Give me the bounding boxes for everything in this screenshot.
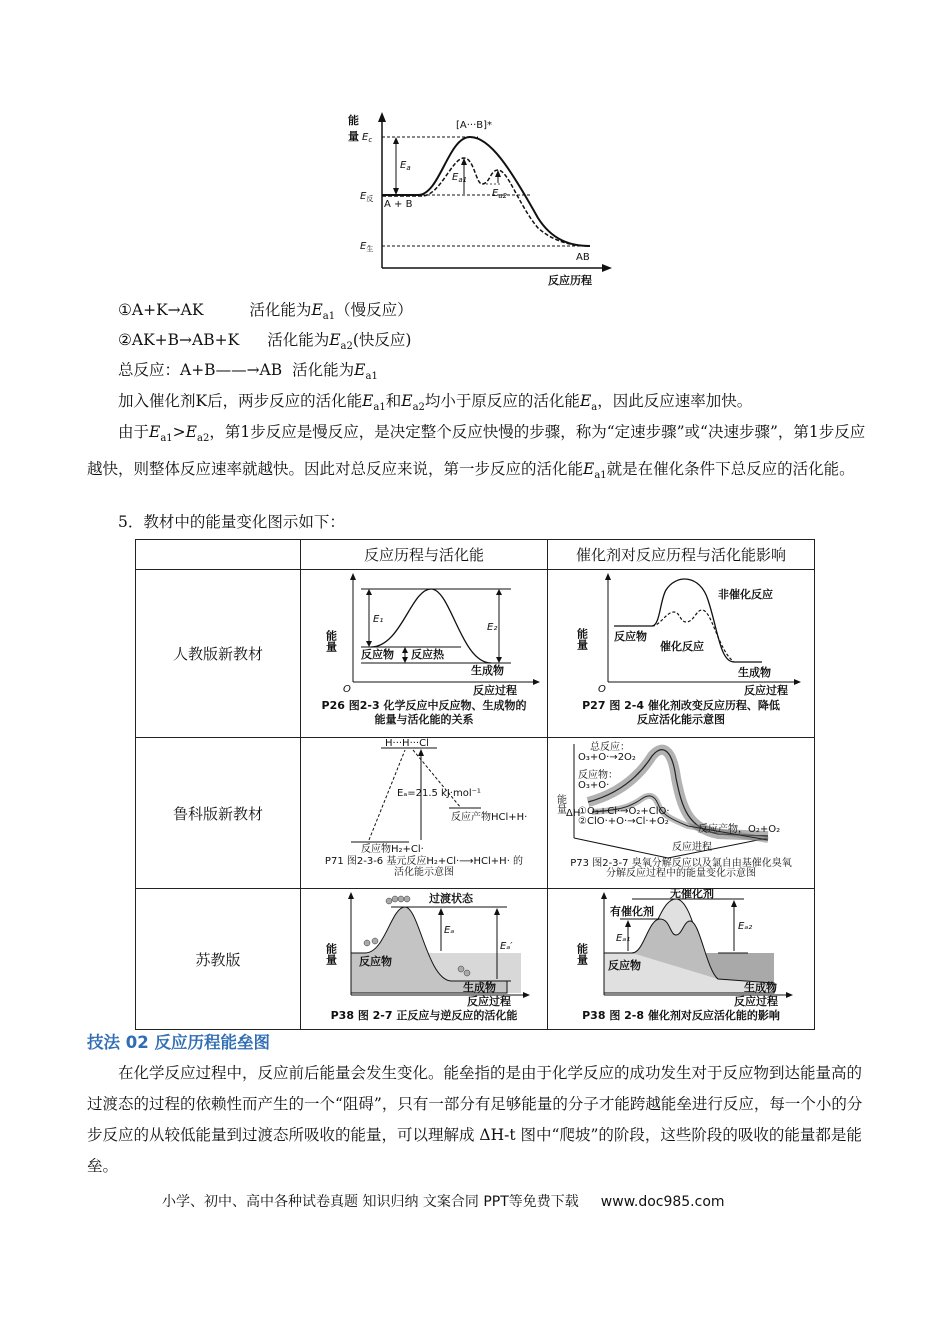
cell-lk-fig1	[301, 738, 548, 889]
step1-line: ①A+K→AK 活化能为$E_{a1}$（慢反应）	[118, 301, 413, 323]
svg-text:Eₐ′: Eₐ′	[500, 941, 513, 952]
table-header-col1: 反应历程与活化能	[301, 540, 548, 570]
cell-lk-fig2	[548, 738, 815, 889]
svg-text:Eₐ₁: Eₐ₁	[616, 933, 631, 944]
energy-diagram-top	[340, 108, 620, 290]
svg-text:E生: $E_生$	[360, 241, 374, 253]
svg-text:E₁: E₁	[373, 614, 384, 625]
y-axis-label: 能	[348, 114, 359, 127]
cell-sj-fig1	[301, 889, 548, 1030]
svg-text:H···H···Cl: H···H···Cl	[385, 738, 429, 749]
svg-text:反应物: 反应物	[608, 959, 641, 972]
svg-text:能量: 能量	[324, 943, 338, 965]
svg-text:量: 量	[348, 130, 359, 143]
svg-text:反应产物HCl+H·: 反应产物HCl+H·	[451, 812, 528, 823]
paragraph-rate-step: 由于$E_{a1}>E_{a2}$，第1步反应是慢反应，是决定整个反应快慢的步骤，称为“定速步骤”或“决速步骤”，第1步反应越快，则整体反应速率就越快。因此对总反应来说，第一步反应的活化能$E_{a1}$就是在催化条件下总反应的活化能。	[87, 423, 866, 482]
svg-text:生成物: 生成物	[744, 981, 777, 994]
svg-text:总反应：: 总反应：	[590, 742, 630, 753]
svg-text:P38 图 2-8 催化剂对反应活化能的影响: P38 图 2-8 催化剂对反应活化能的影响	[582, 1009, 780, 1022]
svg-text:反应物H₂+Cl·: 反应物H₂+Cl·	[361, 844, 424, 855]
total-reaction-line: 总反应：A+B——→AB 活化能为$E_{a1}$	[118, 361, 378, 383]
svg-text:反应过程: 反应过程	[473, 684, 517, 697]
svg-text:能量: 能量	[575, 943, 589, 965]
svg-text:P27 图 2-4 催化剂改变反应历程、降低: P27 图 2-4 催化剂改变反应历程、降低	[582, 699, 780, 712]
svg-text:非催化反应: 非催化反应	[718, 588, 773, 601]
svg-text:②ClO·+O·→Cl·+O₂: ②ClO·+O·→Cl·+O₂	[578, 816, 669, 827]
svg-text:Ec: $E_c$	[362, 132, 373, 144]
fig-pep-catalyst	[548, 570, 814, 733]
footer-site-link[interactable]: www.doc985.com	[600, 1194, 725, 1210]
svg-text:反应产物，O₂+O₂: 反应产物，O₂+O₂	[698, 824, 781, 835]
svg-text:生成物: 生成物	[463, 981, 496, 994]
svg-text:O₃+O·: O₃+O·	[578, 780, 610, 791]
svg-text:Eₐ₂: Eₐ₂	[738, 921, 753, 932]
svg-text:能量: 能量	[324, 630, 338, 652]
svg-text:ΔH: ΔH	[566, 808, 581, 819]
fig-sj-catalyst	[548, 889, 814, 1025]
svg-text:反应热: 反应热	[411, 648, 444, 661]
textbook-comparison-table	[135, 539, 815, 1030]
cell-pep-fig2	[548, 570, 815, 738]
cell-pep-fig1	[301, 570, 548, 738]
svg-text:反应物: 反应物	[614, 630, 647, 643]
svg-text:能量: 能量	[575, 628, 589, 650]
section-heading: 技法 02 反应历程能垒图	[87, 1033, 270, 1052]
row-label-pep: 人教版新教材	[136, 570, 301, 738]
svg-text:Eₐ: Eₐ	[444, 925, 455, 936]
svg-text:反应过程: 反应过程	[744, 684, 788, 697]
svg-text:①O₃+Cl·→O₂+ClO·: ①O₃+Cl·→O₂+ClO·	[578, 806, 670, 817]
svg-text:P73 图2-3-7 臭氧分解反应以及氯自由基催化臭氧: P73 图2-3-7 臭氧分解反应以及氯自由基催化臭氧	[570, 858, 792, 869]
svg-text:P26 图2-3 化学反应中反应物、生成物的: P26 图2-3 化学反应中反应物、生成物的	[321, 699, 527, 712]
svg-text:能量: 能量	[554, 794, 566, 814]
cell-sj-fig2	[548, 889, 815, 1030]
svg-text:反应过程: 反应过程	[734, 995, 778, 1008]
item-5: 5．教材中的能量变化图示如下：	[118, 513, 345, 531]
svg-text:能量与活化能的关系: 能量与活化能的关系	[374, 713, 474, 726]
fig-lk-activation-energy	[301, 738, 547, 884]
svg-text:过渡状态: 过渡状态	[429, 892, 473, 905]
fig-pep-activation-energy	[301, 570, 547, 733]
svg-text:活化能示意图: 活化能示意图	[394, 867, 454, 878]
svg-text:反应物: 反应物	[361, 648, 394, 661]
svg-text:反应进程: 反应进程	[672, 842, 712, 853]
svg-text:O: O	[598, 684, 606, 695]
paragraph-energy-barrier: 在化学反应过程中，反应前后能量会发生变化。能垒指的是由于化学反应的成功发生对于反应物到达能量高的过渡态的过程的依赖性而产生的一个“阻碍”，只有一部分有足够能量的分子才能跨越能垒进行反应，每一个小的分步反应的从较低能量到过渡态所吸收的能量，可以理解成 ΔH-t 图中“爬坡”的阶段，这些阶段的吸收的能量都是能垒。	[87, 1064, 863, 1175]
svg-text:Ea1: $E_{a1}$	[452, 172, 468, 184]
x-axis-label: 反应历程	[548, 274, 592, 287]
svg-text:反应物: 反应物	[359, 955, 392, 968]
paragraph-catalyst: 加入催化剂K后，两步反应的活化能$E_{a1}$和$E_{a2}$均小于原反应的活化能$E_a$，因此反应速率加快。	[118, 392, 753, 414]
svg-text:Eₐ=21.5 kJ·mol⁻¹: Eₐ=21.5 kJ·mol⁻¹	[397, 788, 481, 799]
svg-text:无催化剂: 无催化剂	[670, 889, 714, 900]
fig-sj-activation-energy	[301, 889, 547, 1025]
svg-text:生成物: 生成物	[738, 666, 771, 679]
table-header-col2: 催化剂对反应历程与活化能影响	[548, 540, 815, 570]
svg-text:反应活化能示意图: 反应活化能示意图	[637, 713, 725, 726]
svg-text:催化反应: 催化反应	[660, 640, 704, 653]
row-label-lk: 鲁科版新教材	[136, 738, 301, 889]
svg-text:有催化剂: 有催化剂	[610, 905, 654, 918]
svg-text:分解反应过程中的能量变化示意图: 分解反应过程中的能量变化示意图	[606, 868, 756, 879]
svg-text:O: O	[343, 684, 351, 695]
svg-text:P38 图 2-7 正反应与逆反应的活化能: P38 图 2-7 正反应与逆反应的活化能	[330, 1009, 518, 1022]
svg-text:生成物: 生成物	[471, 664, 504, 677]
svg-text:O₃+O·→2O₂: O₃+O·→2O₂	[578, 752, 636, 763]
reactants-label: A + B	[384, 199, 413, 210]
step2-line: ②AK+B→AB+K 活化能为$E_{a2}$(快反应)	[118, 331, 412, 353]
transition-state-label: [A···B]*	[456, 120, 493, 131]
table-header-blank	[136, 540, 301, 570]
svg-text:Ea: $E_a$	[400, 160, 411, 172]
fig-lk-ozone	[548, 738, 814, 884]
svg-text:Ea2: $E_{a2}$	[492, 188, 508, 200]
row-label-sj: 苏教版	[136, 889, 301, 1030]
svg-text:E反: $E_反$	[360, 191, 374, 203]
svg-text:E₂: E₂	[487, 622, 498, 633]
svg-text:反应物：: 反应物：	[578, 770, 618, 781]
footer-text: 小学、初中、高中各种试卷真题 知识归纳 文案合同 PPT等免费下载 www.doc985.com	[162, 1194, 725, 1210]
svg-text:P71 图2-3-6 基元反应H₂+Cl·⟶HCl+H·: P71 图2-3-6 基元反应H₂+Cl·⟶HCl+H· 的	[324, 856, 524, 867]
product-label: AB	[576, 252, 590, 263]
svg-text:反应过程: 反应过程	[467, 995, 511, 1008]
